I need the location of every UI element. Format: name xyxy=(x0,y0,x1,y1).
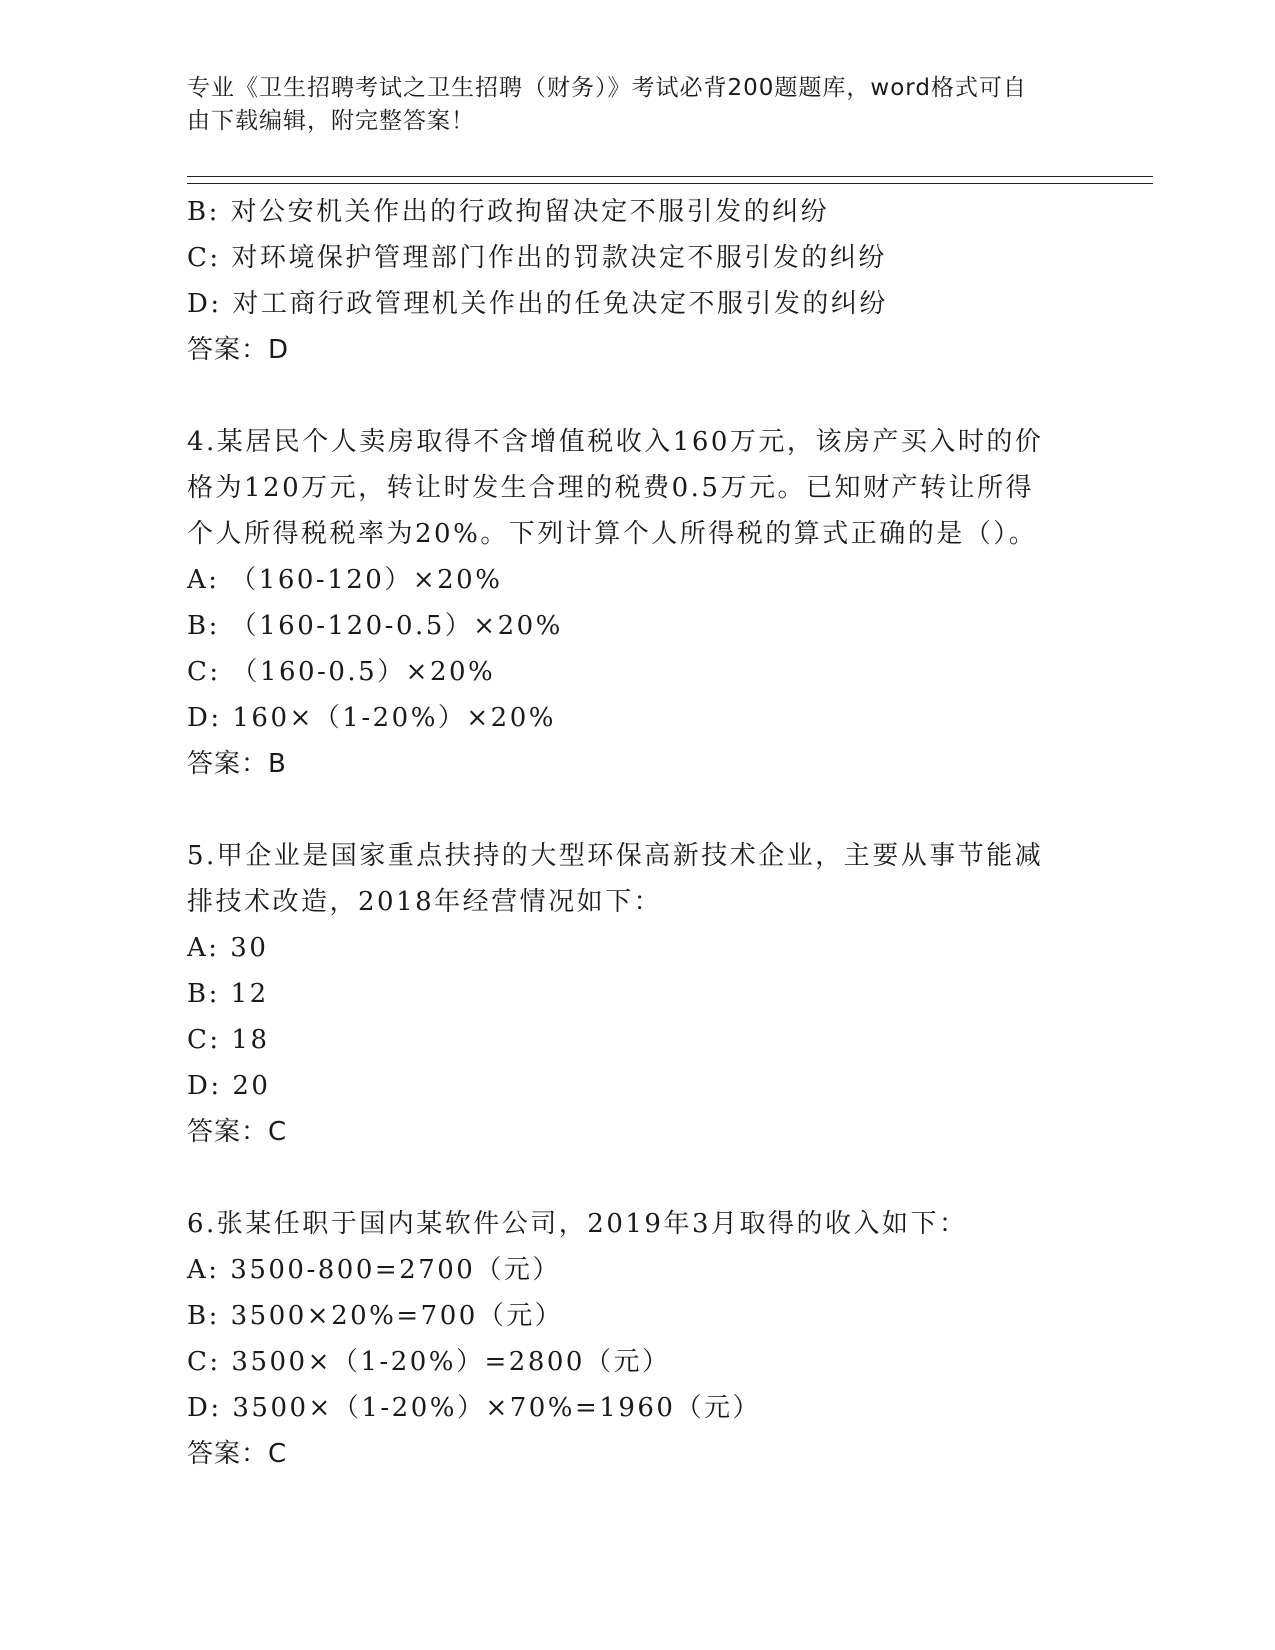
q5-option-d: D: 20 xyxy=(187,1071,271,1101)
q3-option-d: D: 对工商行政管理机关作出的任免决定不服引发的纠纷 xyxy=(187,289,888,319)
document-header xyxy=(187,72,1067,138)
q5-option-c: C: 18 xyxy=(187,1025,270,1055)
q5-stem-line-2: 排技术改造，2018年经营情况如下： xyxy=(187,887,663,917)
q5-option-a: A: 30 xyxy=(187,933,269,963)
q4-stem-line-1: 4.某居民个人卖房取得不含增值税收入160万元，该房产买入时的价 xyxy=(187,427,1044,457)
header-title-line-2: 由下载编辑，附完整答案！ xyxy=(187,108,475,134)
q5-stem-line-1: 5.甲企业是国家重点扶持的大型环保高新技术企业，主要从事节能减 xyxy=(187,841,1044,871)
spacer xyxy=(187,787,1067,833)
q5-option-b: B: 12 xyxy=(187,979,269,1009)
header-rule-bottom xyxy=(187,183,1153,184)
q3-option-b: B: 对公安机关作出的行政拘留决定不服引发的纠纷 xyxy=(187,197,830,227)
q4-option-a: A: （160-120）×20% xyxy=(187,565,503,595)
q6-answer: 答案：C xyxy=(187,1439,288,1469)
q4-option-c: C: （160-0.5）×20% xyxy=(187,657,496,687)
q6-option-a: A: 3500-800=2700（元） xyxy=(187,1255,561,1285)
q4-option-b: B: （160-120-0.5）×20% xyxy=(187,611,563,641)
question-5 xyxy=(187,833,1067,1155)
spacer xyxy=(187,373,1067,419)
header-title-line-1: 专业《卫生招聘考试之卫生招聘（财务）》考试必背200题题库，word格式可自 xyxy=(187,75,1027,101)
question-list xyxy=(187,189,1067,1477)
q4-answer: 答案：B xyxy=(187,749,287,779)
q5-answer: 答案：C xyxy=(187,1117,288,1147)
question-3 xyxy=(187,189,1067,373)
spacer xyxy=(187,1155,1067,1201)
q4-option-d: D: 160×（1-20%）×20% xyxy=(187,703,556,733)
q3-answer: 答案：D xyxy=(187,335,290,365)
q6-stem-line-1: 6.张某任职于国内某软件公司，2019年3月取得的收入如下： xyxy=(187,1209,968,1239)
q3-option-c: C: 对环境保护管理部门作出的罚款决定不服引发的纠纷 xyxy=(187,243,887,273)
question-6 xyxy=(187,1201,1067,1477)
header-rule-top xyxy=(187,176,1153,177)
q6-option-b: B: 3500×20%=700（元） xyxy=(187,1301,564,1331)
q4-stem-line-2: 格为120万元，转让时发生合理的税费0.5万元。已知财产转让所得 xyxy=(187,473,1034,503)
question-4 xyxy=(187,419,1067,787)
q6-option-c: C: 3500×（1-20%）=2800（元） xyxy=(187,1347,671,1377)
q6-option-d: D: 3500×（1-20%）×70%=1960（元） xyxy=(187,1393,761,1423)
q4-stem-line-3: 个人所得税税率为20%。下列计算个人所得税的算式正确的是（）。 xyxy=(187,519,1038,549)
